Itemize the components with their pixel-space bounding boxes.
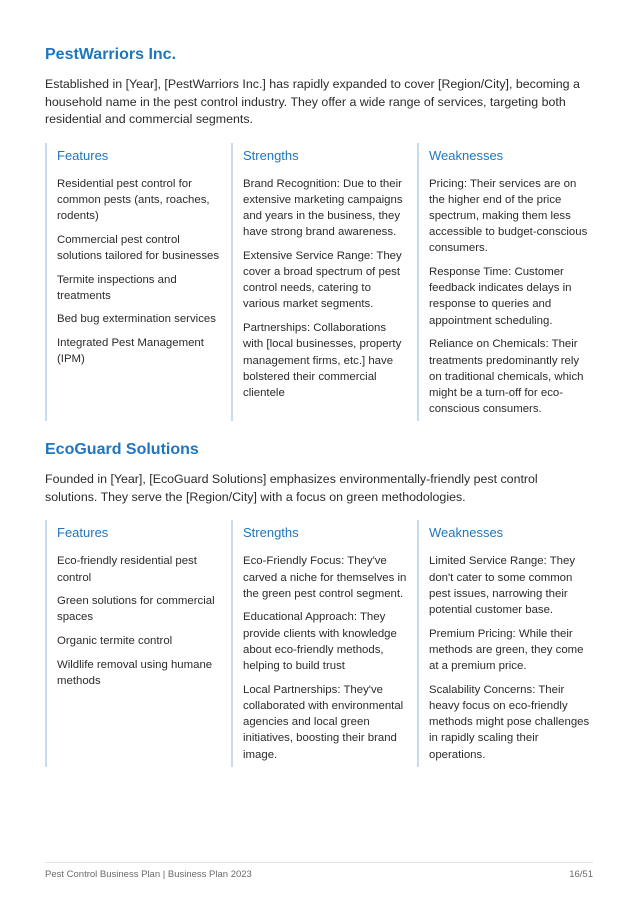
features-column <box>45 520 221 766</box>
weakness-item: Response Time: Customer feedback indicates delays in response to queries and appointment scheduling. <box>429 266 572 327</box>
weakness-item: Limited Service Range: They don't cater to some common pest issues, narrowing their potential customer base. <box>429 555 576 616</box>
strength-item: Educational Approach: They provide clients with knowledge about eco-friendly methods, helping to build trust <box>243 611 397 673</box>
footer-document-title: Pest Control Business Plan | Business Plan 2023 <box>45 869 252 880</box>
strengths-column <box>231 143 407 422</box>
weaknesses-heading: Weaknesses <box>429 147 504 163</box>
company-section-pestwarriors <box>45 44 593 421</box>
feature-item: Green solutions for commercial spaces <box>57 595 215 624</box>
page-content <box>45 44 593 767</box>
features-heading: Features <box>57 525 109 541</box>
feature-item: Termite inspections and treatments <box>57 273 177 302</box>
company-title: EcoGuard Solutions <box>45 441 199 459</box>
weaknesses-column <box>417 143 593 422</box>
company-description: Established in [Year], [PestWarriors Inc.] has rapidly expanded to cover [Region/City], becoming a household name in the pest control industry. They offer a wide range of services, targeting both residential and commercial segments. <box>45 77 580 126</box>
company-title: PestWarriors Inc. <box>45 46 177 63</box>
weaknesses-heading: Weaknesses <box>429 525 504 541</box>
features-heading: Features <box>57 147 109 163</box>
features-column <box>45 143 221 422</box>
strength-item: Brand Recognition: Due to their extensive marketing campaigns and years in the business, they have strong brand awareness. <box>243 177 403 239</box>
strength-item: Extensive Service Range: They cover a broad spectrum of pest control needs, catering to various market segments. <box>243 249 402 311</box>
strength-item: Partnerships: Collaborations with [local businesses, property management firms, etc.] have bolstered their commercial clientele <box>243 322 402 399</box>
footer-divider <box>45 862 593 863</box>
weaknesses-column <box>417 520 593 766</box>
analysis-columns <box>45 143 593 422</box>
feature-item: Organic termite control <box>57 635 173 648</box>
feature-item: Integrated Pest Management (IPM) <box>57 337 204 366</box>
strengths-heading: Strengths <box>243 147 299 163</box>
feature-item: Eco-friendly residential pest control <box>57 555 197 584</box>
weakness-item: Premium Pricing: While their methods are green, they come at a premium price. <box>429 627 584 673</box>
page-footer <box>45 869 593 880</box>
weakness-item: Scalability Concerns: Their heavy focus on eco-friendly methods might pose challenges in rapidly scaling their operations. <box>429 683 590 761</box>
strength-item: Local Partnerships: They've collaborated with environmental agencies and local green initiatives, boosting their brand image. <box>243 683 404 761</box>
weakness-item: Pricing: Their services are on the higher end of the price spectrum, making them less accessible to budget-conscious consumers. <box>429 177 588 255</box>
strengths-heading: Strengths <box>243 525 299 541</box>
strength-item: Eco-Friendly Focus: They've carved a niche for themselves in the green pest control segment. <box>243 555 407 600</box>
feature-item: Commercial pest control solutions tailored for businesses <box>57 233 220 262</box>
feature-item: Wildlife removal using humane methods <box>57 658 213 688</box>
analysis-columns <box>45 520 593 766</box>
company-description: Founded in [Year], [EcoGuard Solutions] emphasizes environmentally-friendly pest control solutions. They serve the [Region/City] with a focus on green methodologies. <box>45 472 538 504</box>
company-section-ecoguard <box>45 439 593 766</box>
strengths-column <box>231 520 407 766</box>
page-number: 16/51 <box>569 869 593 880</box>
feature-item: Bed bug extermination services <box>57 313 216 326</box>
weakness-item: Reliance on Chemicals: Their treatments predominantly rely on traditional chemicals, which might be a turn-off for eco-conscious consumers. <box>429 338 584 416</box>
feature-item: Residential pest control for common pests (ants, roaches, rodents) <box>57 177 210 222</box>
